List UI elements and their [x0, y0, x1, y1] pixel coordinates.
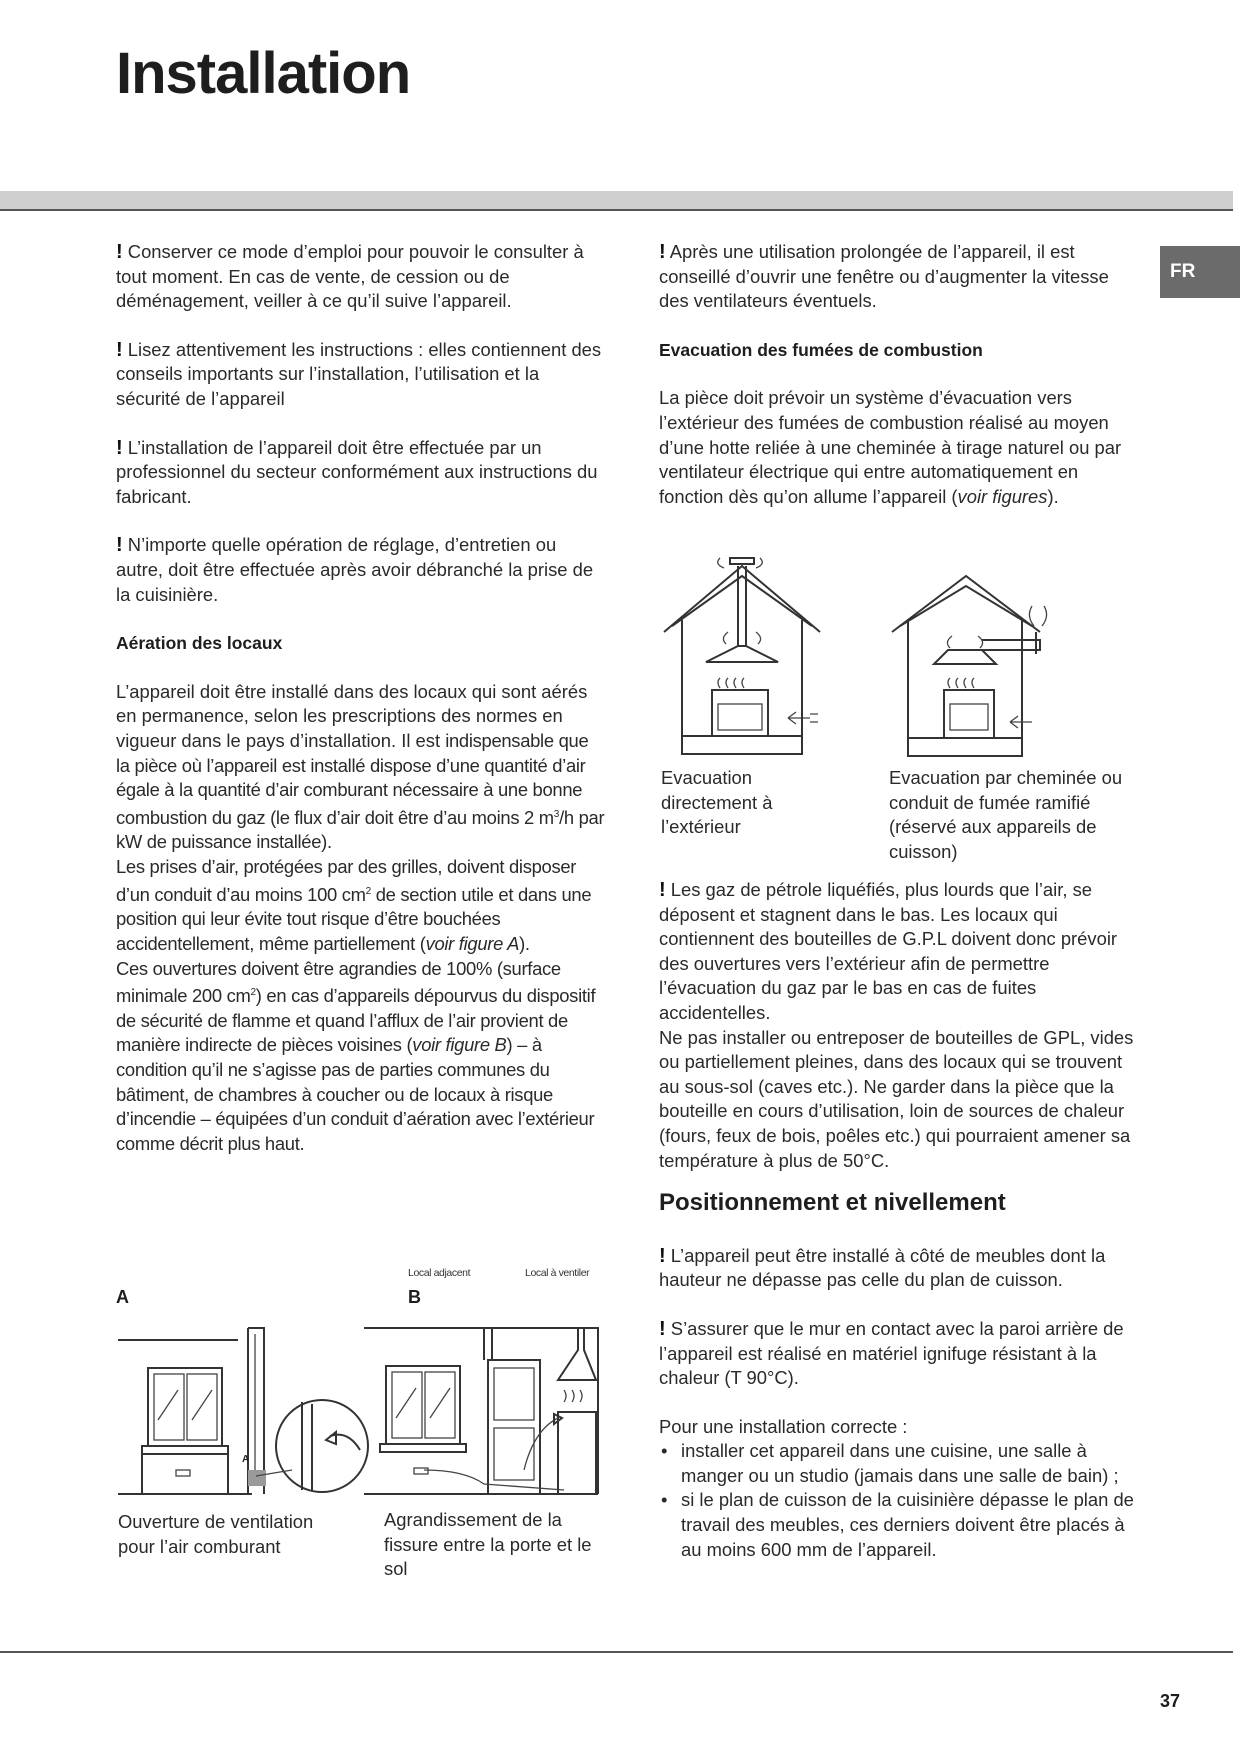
right-column-lower [659, 878, 1141, 1562]
caption-figure-a: Ouverture de ventilation pour l’air comburant [118, 1511, 314, 1557]
note-furniture-height [659, 1244, 1141, 1293]
note-fireproof-wall [659, 1317, 1141, 1391]
aeration-text-3: Les prises d’air, protégées par des grilles, doivent disposer d’un conduit d’au moins 100 $cm^2$ de section utile et dans une position qui leur évite tout risque d’être bouchées accidentellement, même partiellement (voir figure A). [116, 856, 592, 954]
note-ventilation [659, 240, 1141, 314]
note-unplug [116, 533, 606, 607]
right-column-top [659, 240, 1141, 509]
list-item: • installer cet appareil dans une cuisine, une salle à manger ou un studio (jamais dans une salle de bain) ; [659, 1439, 1141, 1488]
language-tab: FR [1160, 246, 1240, 298]
figure-a-label: A [116, 1287, 129, 1307]
note-text: Lisez attentivement les instructions : elles contiennent des conseils importants sur l’installation, l’utilisation et la sécurité de l’appareil [116, 338, 602, 409]
inset-label: A [242, 1454, 250, 1465]
page-number: 37 [1160, 1691, 1181, 1711]
aeration-text-1: L’appareil doit être installé dans des locaux qui sont aérés en permanence, selon les prescriptions des normes en vigueur dans le pays d’installation. Il est [116, 680, 588, 751]
evacuation-body: La pièce doit prévoir un système d’évacuation vers l’extérieur des fumées de combustion réalisé au moyen d’une hotte reliée à une cheminée à tirage naturel ou par ventilateur électrique qui entre automatiquement en fonction dès qu’on allume l’appareil (voir figures). [659, 387, 1122, 507]
install-intro: Pour une installation correcte : [659, 1415, 908, 1437]
note-keep-manual [116, 240, 606, 314]
aeration-text-4: Ces ouvertures doivent être agrandies de 100% (surface minimale 200 $cm^2$) en cas d’appareils dépourvus du dispositif de sécurité de flamme et quand l’afflux de l’air provient de manière indirecte de pièces voisines (voir figure B) – à condition qu’il ne s’agisse pas de parties communes du bâtiment, de chambres à coucher ou de locaux à risque d’incendie – équipées d’un conduit d’aération avec l’extérieur comme décrit plus haut. [116, 957, 596, 1154]
note-text: N’importe quelle opération de réglage, d’entretien ou autre, doit être effectuée après avoir débranché la prise de la cuisinière. [116, 534, 594, 605]
caption-figure-b: Agrandissement de la fissure entre la porte et le sol [384, 1509, 592, 1580]
note-text: L’installation de l’appareil doit être effectuée par un professionnel du secteur conformément aux instructions du fabricant. [116, 436, 598, 507]
warning-mark: ! [116, 241, 123, 263]
evacuation-heading: Evacuation des fumées de combustion [659, 339, 983, 360]
note-text: S’assurer que le mur en contact avec la paroi arrière de l’appareil est réalisé en matériel ignifuge résistant à la chaleur (T 90°C). [659, 1317, 1124, 1389]
install-bullets [659, 1439, 1141, 1562]
warning-mark: ! [659, 1244, 666, 1267]
warning-mark: ! [659, 1317, 666, 1340]
warning-mark: ! [116, 338, 123, 361]
house-figure-chimney [886, 570, 1062, 762]
gpl-text-2: Ne pas installer ou entreposer de bouteilles de GPL, vides ou partiellement pleines, dans des locaux qui se trouvent au sous-sol (caves etc.). Ne garder dans la pièce que la bouteille en cours d’utilisation, loin de sources de chaleur (fours, feux de bois, poêles etc.) qui pourraient amener sa température à plus de 50°C. [659, 1026, 1134, 1171]
warning-mark: ! [116, 436, 123, 459]
warning-mark: ! [116, 534, 123, 557]
positioning-heading: Positionnement et nivellement [659, 1189, 1006, 1217]
figure-b-label: B [408, 1287, 421, 1307]
figure-a-drawing [112, 1320, 372, 1495]
page-title: Installation [116, 41, 411, 106]
note-text: L’appareil peut être installé à côté de meubles dont la hauteur ne dépasse pas celle du plan de cuisson. [659, 1244, 1106, 1291]
list-item: • si le plan de cuisson de la cuisinière dépasse le plan de travail des meubles, ces derniers doivent être placés à au moins 600 mm de l’appareil. [659, 1488, 1141, 1562]
gpl-text-1: Les gaz de pétrole liquéfiés, plus lourds que l’air, se déposent et stagnent dans le bas. Les locaux qui contiennent des bouteilles de G.P.L doivent donc prévoir des ouvertures vers l’extérieur afin de permettre l’évacuation du gaz par le bas en cas de fuites accidentelles. [659, 879, 1118, 1023]
aeration-heading: Aération des locaux [116, 633, 283, 654]
note-read-instructions [116, 338, 606, 412]
left-column [116, 240, 606, 1156]
header-rule [0, 191, 1233, 211]
local-adjacent-label: Local adjacent [408, 1267, 471, 1279]
note-text: Après une utilisation prolongée de l’appareil, il est conseillé d’ouvrir une fenêtre ou d’augmenter la vitesse des ventilateurs éventuels. [659, 241, 1109, 312]
caption-house-chimney: Evacuation par cheminée ou conduit de fumée ramifié (réservé aux appareils de cuisson) [889, 767, 1123, 862]
aeration-text-2: indispensable que la pièce où l’appareil est installé dispose d’une quantité d’air égale à la quantité d’air comburant nécessaire à une bonne combustion du gaz (le flux d’air doit être d’au moins 2 $m^3/h$ par kW de puissance installée). [116, 729, 605, 853]
note-professional-install [116, 436, 606, 510]
caption-house-direct: Evacuation directement à l’extérieur [661, 767, 773, 838]
local-ventiler-label: Local à ventiler [525, 1267, 590, 1279]
warning-mark: ! [659, 241, 666, 263]
note-text: Conserver ce mode d’emploi pour pouvoir le consulter à tout moment. En cas de vente, de cession ou de déménagement, veiller à ce qu’il suive l’appareil. [116, 241, 584, 312]
aeration-body [116, 680, 606, 1157]
figure-b-drawing [364, 1320, 600, 1495]
gpl-warning [659, 878, 1141, 1173]
warning-mark: ! [659, 879, 666, 901]
footer-rule [0, 1651, 1233, 1653]
house-figure-direct [660, 550, 824, 760]
